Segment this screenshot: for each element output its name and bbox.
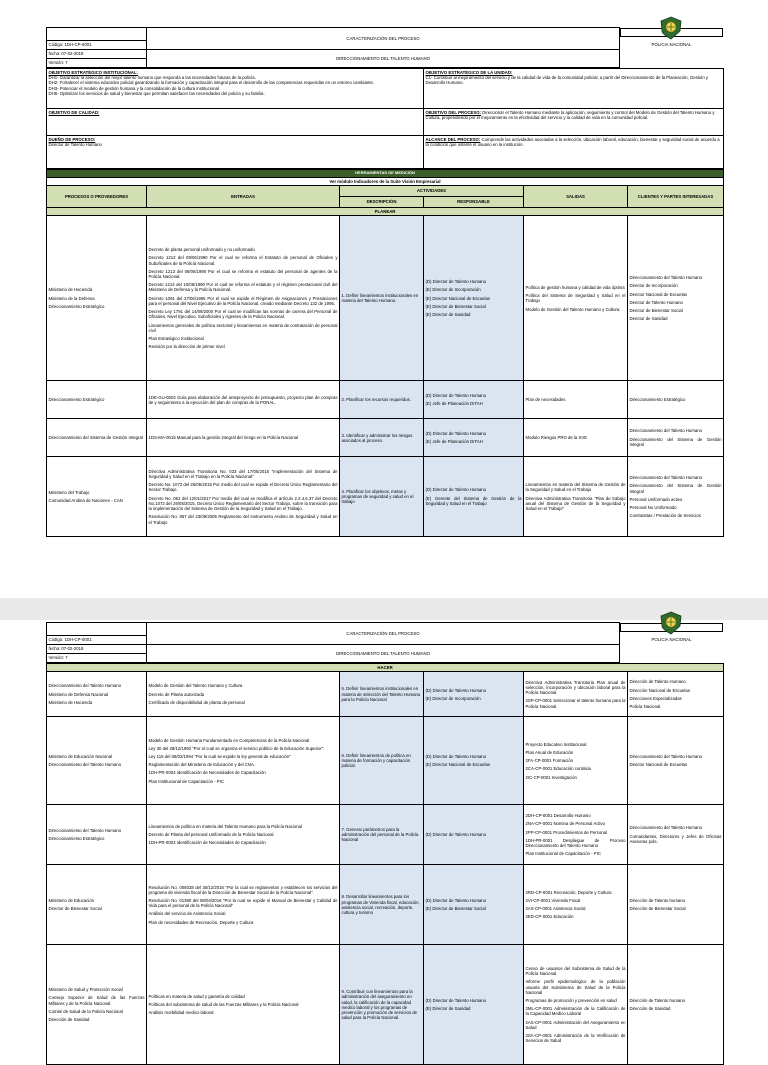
responsable-cell — [424, 717, 524, 805]
activity-description: 4. Planificar los objetivos, metas y programas de seguridad y salud en el trabajo — [341, 488, 414, 505]
version-label-2: Versión: 7 — [47, 654, 147, 663]
list-item: Dirección de Bienestar Social — [629, 906, 686, 912]
responsable-cell — [424, 419, 524, 457]
logo-cell — [620, 28, 723, 48]
list-item: Proyecto Educativo Institucional — [525, 741, 587, 747]
list-item: 2CA-CP-0001 Educación continúa — [525, 766, 591, 772]
list-item: (E) Director de Incorporación — [425, 287, 481, 293]
responsable-cell — [424, 865, 524, 945]
procesos-cell — [47, 672, 147, 717]
list-item: (E) Director de Incorporación — [425, 695, 481, 701]
list-item: Certificado de disponibilidad de planta de personal — [148, 699, 245, 705]
list-item: Decreto de Planta del personal Uniformado de la Policía Nacional — [148, 832, 274, 838]
entradas-cell — [147, 945, 340, 1065]
list-item: Ministerio del Trabajo — [48, 490, 90, 496]
list-item: 2FA-CP-0001 Formación — [525, 758, 574, 764]
list-item: Lineamientos de política en materia del Talento Humano para la Policía Nacional — [148, 823, 303, 829]
list-item: Direccionamiento del Talento Humano — [629, 825, 703, 831]
phase-hacer: HACER — [47, 664, 724, 672]
phase-planear: PLANEAR — [47, 208, 724, 216]
list-item: Director de Bienestar Social — [629, 308, 683, 314]
col-descripcion: DESCRIPCIÓN — [340, 197, 424, 208]
document-title: CARACTERIZACIÓN DEL PROCESO — [147, 28, 620, 50]
descripcion-cell — [340, 717, 424, 805]
descripcion-cell — [340, 865, 424, 945]
list-item: Política de gestión humana y calidad de vida óptima — [525, 284, 625, 290]
list-item: 2PP-CP-0001 Procedimientos de Personal — [525, 829, 607, 835]
org-name: POLICIA NACIONAL — [651, 42, 692, 48]
table-row — [47, 805, 724, 865]
list-item: Reglamentación del Ministerio de Educación y del CNA. — [148, 762, 256, 768]
list-item: Programas de promoción y prevención en salud — [525, 998, 617, 1003]
descripcion-cell — [340, 457, 424, 537]
list-item: (E) Director Nacional de Escuelas — [425, 762, 490, 768]
list-item: Director de Bienestar Social — [48, 906, 102, 912]
list-item: Direccionamiento del Talento Humano — [629, 754, 703, 759]
list-item: (E) Director de Bienestar Social — [425, 906, 486, 912]
list-item: (E) Jefe de Planeación DITAH — [425, 439, 483, 445]
responsable-cell — [424, 945, 524, 1065]
table-row — [47, 457, 724, 537]
list-item: Resolución No. 006038 del 30/12/2016 "Por la cual se reglamentan y establecen los servicios del programa de vivienda fiscal de la Dirección de Bienestar Social de la Policía Nacional". — [148, 884, 338, 895]
list-item: Políticas del subsistema de salud de las Fuerzas Militares y la Policía Nacional — [148, 1002, 299, 1008]
list-item: 2ML-CP-0001 Administración de la Calificación de la Capacidad Medico Laboral — [525, 1006, 626, 1017]
list-item: Direcciones Especializadas — [629, 695, 682, 701]
list-item: Direccionamiento del Talento Humano — [48, 762, 122, 768]
list-item: 2SA-CP-0001 Administración de la Verificación de Servicios de Salud — [525, 1033, 626, 1044]
list-item: (E) Gerente del Sistema de Gestión de la Seguridad y Salud en el Trabajo — [425, 495, 522, 506]
list-item: Lineamientos generales de política sectorial y lineamientos en materia de contratación de personal civil — [148, 322, 338, 333]
list-item: Dirección de Sanidad — [48, 1017, 90, 1023]
document-title-2: CARACTERIZACIÓN DEL PROCESO — [147, 623, 620, 645]
list-item: Análisis del servicio de Asistencia Social — [148, 911, 226, 917]
col-actividades: ACTIVIDADES — [340, 186, 524, 197]
list-item: Direccionamiento del Talento Humano — [48, 683, 122, 689]
objectives-table — [46, 68, 724, 169]
list-item: (D) Director de Talento Humano — [425, 393, 487, 399]
list-item: Comandantes, Directores y Jefes de Oficinas Asesoras pols. — [629, 833, 722, 844]
list-item: Personal No Uniformado — [629, 505, 677, 511]
list-item: Resolución No. 957 del 23/09/2005 Reglamento del Instrumento Andino de Seguridad y Salud en el Trabajo — [148, 514, 338, 525]
descripcion-cell — [340, 805, 424, 865]
salidas-cell — [524, 381, 628, 419]
list-item: Plan Estratégico Institucional — [148, 336, 204, 342]
list-item: Resolución No. 01390 del 08/04/2016 "Por la cual se expide el Manual de Bienestar y Calidad de Vida para el personal de la Policía Nacional" — [148, 898, 338, 909]
list-item: Decreto Ley 1791 del 14/09/2000 Por el cual se modifican las normas de carrera del Personal de Oficiales, Nivel Ejecutivo, Suboficiales y Agentes de la Policía Nacional. — [148, 309, 338, 320]
list-item: Ministerio de Educación — [48, 898, 95, 903]
date-label: fecha: 07-02-2018 — [47, 50, 147, 59]
list-item: Director de Incorporación — [629, 283, 678, 289]
process-scope: ALCANCE DEL PROCESO: Comprende las actividades asociadas a la selección, ubicación laboral, educación, bienestar y seguridad social de acuerdo a la condición que ostente el usuario en la institución. — [424, 136, 724, 169]
procesos-cell — [47, 419, 147, 457]
list-item: Ministerio de Hacienda — [48, 699, 93, 705]
list-item: Director Nacional de Escuelas — [629, 762, 688, 768]
list-item: 2RD-CP-0001 Recreación, Deporte y Cultura — [525, 889, 612, 895]
list-item: Direccionamiento Estratégico — [629, 397, 686, 403]
list-item: (E) Director de Sanidad — [425, 1006, 471, 1012]
procesos-cell — [47, 457, 147, 537]
descripcion-cell — [340, 381, 424, 419]
activity-description: 9. Contribuir con lineamientos para la administración del aseguramiento en salud, la calificación de la capacidad medico laboral y los programas de prevención y promoción de servicios de salud para la Policía Nacional. — [341, 989, 417, 1021]
header-blank — [47, 28, 147, 41]
list-item: Plan Anual de Educación — [525, 749, 574, 755]
list-item: Ministerio de Educación Nacional — [48, 754, 113, 759]
table-row — [47, 216, 724, 381]
institutional-objective: OBJETIVO ESTRATÉGICO INSTITUCIONAL: DH1- Garantizar la selección del mejor talento humano que responda a las necesidades futuras de la policía. DH2- Fortalecer el sistema educativo policial garantizando la formación y capacitación integral para el desarrollo de las competencias requeridas en un entorno cambiante. DH3- Potenciar el modelo de gestión humana y la consolidación de la cultura institucional DH5- Optimizar los servicios de salud y bienestar que permitan satisfacer las necesidades del policía y su familia. — [47, 69, 424, 109]
process-name: DIRECCIONAMIENTO DEL TALENTO HUMANO — [147, 50, 620, 68]
clientes-cell — [628, 805, 724, 865]
procesos-cell — [47, 865, 147, 945]
list-item: Política del Sistema de Seguridad y Salud en el Trabajo — [525, 293, 626, 304]
col-entradas: ENTRADAS — [147, 186, 340, 208]
salidas-cell — [524, 805, 628, 865]
salidas-cell — [524, 865, 628, 945]
entradas-cell — [147, 717, 340, 805]
document-page-1 — [46, 27, 723, 537]
list-item: Ministerio de Salud y Protección Social — [48, 987, 123, 993]
procesos-cell — [47, 717, 147, 805]
activity-description: 1. Definir lineamientos institucionales en materia del Talento Humano. — [341, 293, 419, 304]
police-shield-icon — [658, 16, 684, 40]
list-item: Ley 115 del 08/02/1994 "Por la cual se expide la ley general de educación" — [148, 754, 291, 759]
table-row — [47, 945, 724, 1065]
responsable-cell — [424, 216, 524, 381]
list-item: Decreto 1091 del 27/06/1995 Por el cual se expide el Régimen de Asignaciones y Prestaciones para el personal del Nivel Ejecutivo de la Policía Nacional, creado mediante Decreto 132 de 1995. — [148, 295, 338, 306]
list-item: 2ED-CP-0001 Educación — [525, 914, 574, 920]
list-item: Informe perfil epidemiológico de la población usuaria del Subsistema de Salud de la Policía Nacional — [525, 979, 626, 995]
list-item: Direccionamiento del Sistema de Gestión Integral — [629, 436, 722, 447]
list-item: Directiva Administrativa Transitoria No. 033 del 17/05/2015 "Implementación del Sistema de Seguridad y Salud en el Trabajo en la Policía Nacional" — [148, 468, 338, 480]
list-item: Policía Nacional — [629, 703, 661, 709]
list-item: (D) Director de Talento Humano — [425, 687, 487, 693]
entradas-cell — [147, 672, 340, 717]
table-row — [47, 865, 724, 945]
activity-description: 3. Identificar y administrar los riesgos asociados al proceso. — [341, 432, 413, 443]
responsable-cell — [424, 457, 524, 537]
entradas-cell — [147, 805, 340, 865]
code-label: Código: 1DH-CP-0001 — [47, 41, 147, 50]
list-item: 2DH-CP-0001 Desarrollo Humano — [525, 813, 591, 819]
list-item: 1DS-MA-0015 Manual para la gestión integral del riesgo en la Policía Nacional — [148, 435, 299, 441]
activity-description: 8. Desarrollar lineamientos para los programas de Vivienda fiscal, educación, asistencia social, recreación, deporte, cultura y turismo — [341, 894, 420, 915]
list-item: (E) Director de Sanidad — [425, 312, 471, 318]
list-item: Direccionamiento del Sistema de Gestión Integral — [629, 483, 722, 494]
list-item: (E) Director Nacional de Escuelas — [425, 295, 490, 301]
code-label-2: Código: 1DH-CP-0001 — [47, 636, 147, 645]
salidas-cell — [524, 216, 628, 381]
quality-objective: OBJETIVO DE CALIDAD: — [47, 109, 424, 136]
list-item: Decreto No. 1072 del 26/05/2015 Por medio del cual se expide el Decreto Único Reglamentario del Sector Trabajo. — [148, 482, 338, 493]
list-item: Decreto de Planta autorizada — [148, 691, 205, 697]
list-item: Modelo de Gestión del Talento Humano y Cultura. — [525, 306, 621, 312]
responsable-cell — [424, 805, 524, 865]
col-responsable: RESPONSABLE — [424, 197, 524, 208]
process-name-2: DIRECCIONAMIENTO DEL TALENTO HUMANO — [147, 645, 620, 663]
procesos-cell — [47, 805, 147, 865]
list-item: 1DH-PR-0003 Identificación de Necesidades de Capacitación — [148, 770, 266, 776]
list-item: (D) Director de Talento Humano — [425, 998, 487, 1003]
list-item: Decreto No. 052 del 12/01/2017 Por medio del cual se modifica el artículo 2.2.4.6.37 del Decreto No.1072 del 26/05/2015, Decreto Único Reglamentario del Sector Trabajo, sobre la transición para la implementación del Sistema de Gestión de la Seguridad y Salud en el Trabajo. — [148, 495, 338, 512]
list-item: Ministerio de Defensa Nacional — [48, 691, 108, 697]
header-blank-2 — [47, 623, 147, 636]
list-item: (D) Director de Talento Humano — [425, 898, 487, 903]
process-owner: DUEÑO DE PROCESO: Director de Talento Humano — [47, 136, 424, 169]
list-item: Direccionamiento Estratégico — [48, 303, 105, 309]
list-item: Direccionamiento del Talento Humano — [629, 428, 703, 434]
descripcion-cell — [340, 672, 424, 717]
table-row — [47, 672, 724, 717]
list-item: Decreto 1213 del 08/06/1990 Por el cual se reforma el estatuto del personal de agentes de la Policía Nacional. — [148, 268, 338, 280]
salidas-cell — [524, 672, 628, 717]
list-item: Modelo de Gestión Humana Fundamentado en Competencias de la Policía Nacional — [148, 737, 310, 743]
list-item: (D) Director de Talento Humano — [425, 754, 487, 759]
procesos-cell — [47, 945, 147, 1065]
list-item: Plan Institucional de Capacitación - PIC — [148, 778, 224, 784]
list-item: Direccionamiento del Sistema de Gestión Integral — [48, 435, 143, 441]
header-table — [46, 27, 724, 68]
list-item: 1DH-PR-0001 Despliegue de Proceso Direccionamiento del Talento Humano — [525, 837, 626, 848]
list-item: Dirección Nacional de Escuelas — [629, 687, 690, 693]
process-table-1 — [46, 169, 724, 537]
table-row — [47, 717, 724, 805]
activity-description: 6. Definir lineamientos de política en materia de formación y capacitación policial. — [341, 752, 411, 769]
list-item: (D) Director de Talento Humano — [425, 431, 487, 437]
list-item: 2SP-CP-0001 Seleccionar el talento humano para la Policía Nacional — [525, 698, 626, 709]
tools-text: Ver módulo Indicadores de la Suite Visión Empresarial — [47, 177, 724, 185]
list-item: 2VI-CP-0001 Vivienda Fiscal — [525, 898, 581, 903]
list-item: Revisión por la dirección de primer nivel — [148, 344, 225, 350]
list-item: (D) Director de Talento Humano — [425, 487, 487, 493]
clientes-cell — [628, 865, 724, 945]
descripcion-cell — [340, 945, 424, 1065]
descripcion-cell — [340, 216, 424, 381]
logo-cell-2 — [620, 623, 723, 643]
clientes-cell — [628, 457, 724, 537]
activity-description: 7. Generar parámetros para la administración del personal de la Policía Nacional — [341, 826, 419, 843]
list-item: (E) Jefe de Planeación DITAH — [425, 401, 483, 407]
list-item: 2AS-CP-0001 Administración del Aseguramiento en Salud — [525, 1019, 626, 1030]
unit-objective: OBJETIVO ESTRATÉGICO DE LA UNIDAD: C1- Contribuir al mejoramiento del servicio y de la calidad de vida de la comunidad policial, a partir del Direccionamiento de la Planeación, Gestión y Desarrollo Humano. — [424, 69, 724, 109]
list-item: Direccionamiento del Talento Humano — [629, 475, 703, 481]
list-item: Directiva Administrativa Transitoria "Plan de trabajo anual del Sistema de Gestión de la Seguridad y Salud en el Trabajo" — [525, 495, 626, 512]
table-row — [47, 381, 724, 419]
col-procesos: PROCESOS O PROVEEDORES — [47, 186, 147, 208]
col-clientes: CLIENTES Y PARTES INTERESADAS — [628, 186, 724, 208]
list-item: Modelo de Gestión del Talento Humano y Cultura — [148, 683, 243, 689]
version-label: Versión: 7 — [47, 59, 147, 68]
clientes-cell — [628, 381, 724, 419]
clientes-cell — [628, 945, 724, 1065]
list-item: Plan Institucional de Capacitación - PIC — [525, 851, 601, 857]
list-item: Contratistas / Prestación de Servicios — [629, 513, 701, 519]
list-item: Direccionamiento del Talento Humano — [629, 275, 703, 281]
list-item: Director de Talento Humano — [629, 299, 683, 305]
list-item: (E) Director de Bienestar Social — [425, 303, 486, 309]
activity-description: 5. Definir lineamientos institucionales en materia de selección del Talento Humano para la Policía Nacional — [341, 686, 421, 702]
list-item: Políticas en materia de salud y garantía de calidad — [148, 993, 245, 999]
list-item: Dirección de Talento humano — [629, 898, 686, 903]
list-item: 2IC-CP-0001 Investigación — [525, 774, 577, 780]
list-item: 1DE-GU-0002 Guía para elaboración del anteproyecto de presupuesto, proyecto plan de compras de y seguimiento a la ejecución del plan de compras de la PONAL. — [148, 394, 338, 405]
list-item: Direccionamiento Estratégico — [48, 397, 105, 403]
list-item: Consejo Superior de Salud de las Fuerzas Militares y de la Policía Nacional — [48, 995, 145, 1006]
list-item: Dirección de Talento humano — [629, 998, 686, 1003]
list-item: Comité de Salud de la Policía Nacional — [48, 1008, 123, 1014]
procesos-cell — [47, 381, 147, 419]
list-item: Ministerio de Hacienda — [48, 287, 93, 293]
list-item: Lineamientos en materia del Sistema de Gestión de la Seguridad y Salud en el Trabajo — [525, 482, 626, 493]
descripcion-cell — [340, 419, 424, 457]
clientes-cell — [628, 717, 724, 805]
list-item: Director Nacional de Escuelas — [629, 291, 688, 297]
entradas-cell — [147, 419, 340, 457]
list-item: Direccionamiento del Talento Humano — [48, 828, 122, 833]
responsable-cell — [424, 381, 524, 419]
list-item: Decreto 1214 del 10/06/1990 Por el cual se reforma el estatuto y el régimen prestacional civil del Ministerio de Defensa y la Policía Nacional. — [148, 282, 338, 293]
org-name-2: POLICIA NACIONAL — [651, 637, 692, 643]
list-item: Plan de necesidades — [525, 397, 566, 403]
list-item: Ministerio de la Defensa — [48, 295, 95, 301]
list-item: 2AS-CP-0001 Asistencia Social — [525, 906, 586, 912]
list-item: (D) Director de Talento Humano — [425, 832, 487, 838]
list-item: Decreto 1212 del 08/06/1990 Por el cual se reforma el Estatuto de personal de Oficiales y Suboficiales de la Policía Nacional. — [148, 255, 338, 266]
entradas-cell — [147, 865, 340, 945]
hacer-rows — [47, 672, 724, 1065]
list-item: Direccionamiento Estratégico — [48, 836, 105, 842]
list-item: (D) Director de Talento Humano — [425, 279, 487, 285]
list-item: Personal Uniformado activo — [629, 496, 683, 502]
process-objective: OBJETIVO DEL PROCESO: Direccionar el Talento Humano mediante la aplicación, seguimiento y control del Modelo de Gestión del Talento Humano y Cultura, propendiendo por el mejoramiento en la efectividad del servicio y la calidad de vida en la comunidad policial. — [424, 109, 724, 136]
list-item: Decreto de planta personal uniformado y no uniformado — [148, 247, 255, 253]
list-item: Director de Sanidad — [629, 316, 668, 322]
salidas-cell — [524, 945, 628, 1065]
procesos-cell — [47, 216, 147, 381]
entradas-cell — [147, 216, 340, 381]
list-item: Comunidad Andina de Naciones - CAN — [48, 498, 123, 504]
list-item: Ley 30 del 28/12/1992 "Por el cual se organiza el servicio público de la Educación Superior". — [148, 745, 325, 751]
table-row — [47, 419, 724, 457]
list-item: Análisis morbilidad medico laboral — [148, 1010, 214, 1016]
entradas-cell — [147, 457, 340, 537]
col-salidas: SALIDAS — [524, 186, 628, 208]
header-table-2 — [46, 622, 724, 663]
list-item: Plan de necesidades de Recreación, Deporte y Cultura — [148, 919, 254, 925]
salidas-cell — [524, 717, 628, 805]
list-item: Censo de usuarios del Subsistema de Salud de la Policía Nacional — [525, 965, 626, 977]
list-item: Dirección de Talento Humano — [629, 679, 686, 685]
responsable-cell — [424, 672, 524, 717]
tools-bar: HERRAMIENTAS DE MEDICIÓN — [47, 170, 724, 178]
list-item: 2NA-CP-0001 Nomina de Personal Activo — [525, 821, 606, 827]
activity-description: 2. Planificar los recursos requeridos. — [341, 397, 411, 403]
list-item: Directiva Administrativa Transitoria Plan anual de selección, incorporación y ubicación laboral para la Policía Nacional — [525, 679, 626, 696]
list-item: Modulo Riesgos PRO de la SVE — [525, 435, 588, 441]
list-item: 1DH-PR-0003 Identificación de Necesidades de Capacitación — [148, 840, 266, 846]
process-table-2 — [46, 663, 724, 1065]
clientes-cell — [628, 672, 724, 717]
entradas-cell — [147, 381, 340, 419]
list-item: Dirección de Sanidad — [629, 1006, 671, 1012]
police-shield-icon — [658, 611, 684, 635]
document-page-2 — [46, 622, 723, 1065]
clientes-cell — [628, 216, 724, 381]
date-label-2: fecha: 07-02-2018 — [47, 645, 147, 654]
salidas-cell — [524, 419, 628, 457]
planear-rows — [47, 216, 724, 537]
clientes-cell — [628, 419, 724, 457]
salidas-cell — [524, 457, 628, 537]
